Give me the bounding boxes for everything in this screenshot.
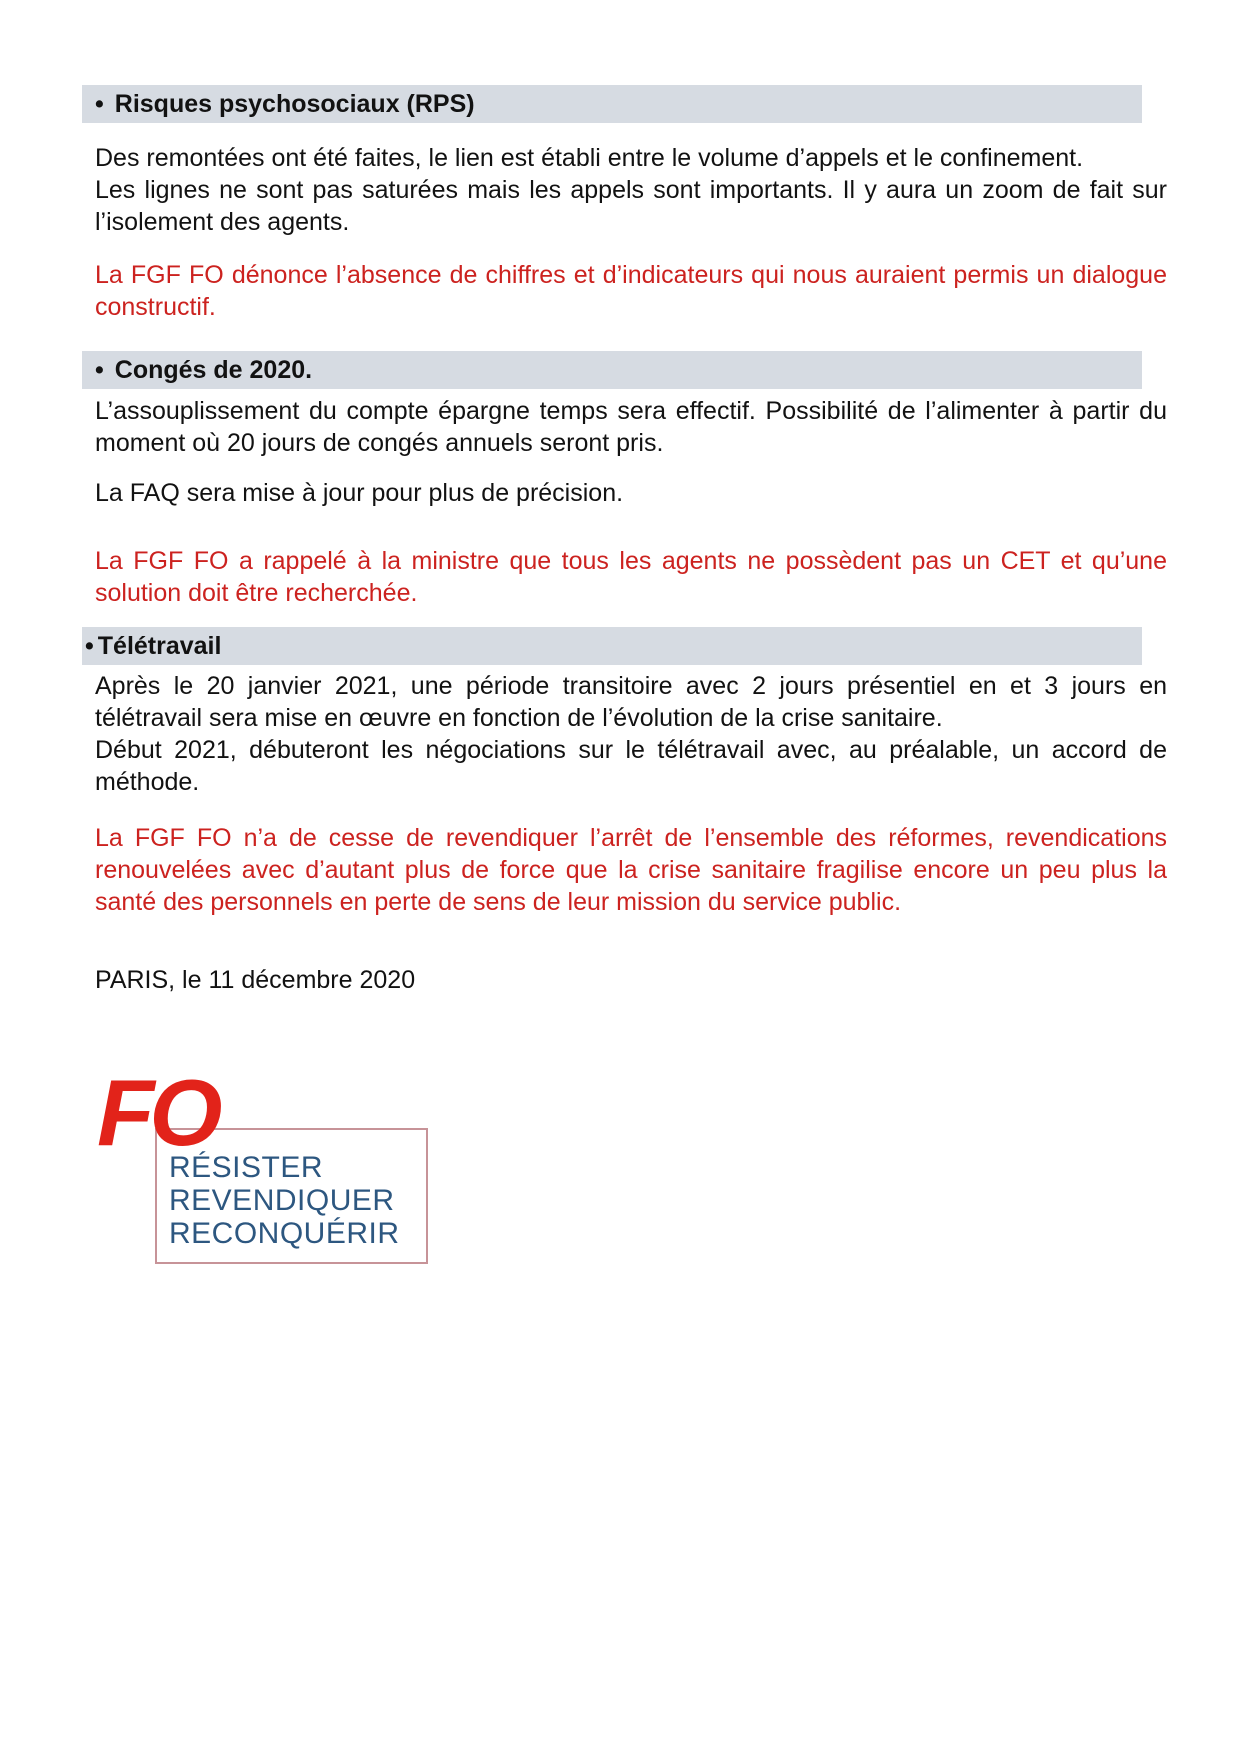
logo-motto-line: REVENDIQUER	[169, 1184, 395, 1217]
paragraph: L’assouplissement du compte épargne temps sera effectif. Possibilité de l’alimenter à partir du moment où 20 jours de congés annuels seront pris.	[95, 397, 1167, 457]
paragraph: Des remontées ont été faites, le lien est établi entre le volume d’appels et le confinement.	[95, 144, 1084, 172]
union-statement: La FGF FO a rappelé à la ministre que tous les agents ne possèdent pas un CET et qu’une solution doit être recherchée.	[95, 547, 1167, 607]
section-heading-conges-2020	[82, 351, 1142, 389]
bullet-icon: •	[85, 631, 94, 660]
section-heading-label: Congés de 2020.	[114, 355, 313, 384]
paragraph: Début 2021, débuteront les négociations sur le télétravail avec, au préalable, un accord de méthode.	[95, 736, 1167, 796]
section-heading-label: Risques psychosociaux (RPS)	[114, 89, 475, 118]
section-heading-teletravail	[82, 627, 1142, 665]
section-heading-risques-psychosociaux	[82, 85, 1142, 123]
logo-motto-line: RECONQUÉRIR	[169, 1217, 400, 1250]
paragraph: Après le 20 janvier 2021, une période transitoire avec 2 jours présentiel en et 3 jours en télétravail sera mise en œuvre en fonction de l’évolution de la crise sanitaire.	[95, 672, 1167, 732]
union-statement: La FGF FO n’a de cesse de revendiquer l’arrêt de l’ensemble des réformes, revendications renouvelées avec d’autant plus de force que la crise sanitaire fragilise encore un peu plus la santé des personnels en perte de sens de leur mission du service public.	[95, 824, 1167, 916]
dateline: PARIS, le 11 décembre 2020	[95, 966, 416, 994]
paragraph: Les lignes ne sont pas saturées mais les appels sont importants. Il y aura un zoom de fait sur l’isolement des agents.	[95, 176, 1167, 236]
union-statement: La FGF FO dénonce l’absence de chiffres et d’indicateurs qui nous auraient permis un dialogue constructif.	[95, 261, 1167, 321]
bullet-icon: •	[95, 89, 104, 118]
logo-motto-line: RÉSISTER	[169, 1151, 324, 1184]
fo-logo-wordmark: FO	[97, 1060, 218, 1165]
bullet-icon: •	[95, 355, 104, 384]
paragraph: La FAQ sera mise à jour pour plus de précision.	[95, 479, 624, 507]
section-heading-label: Télétravail	[97, 631, 222, 660]
